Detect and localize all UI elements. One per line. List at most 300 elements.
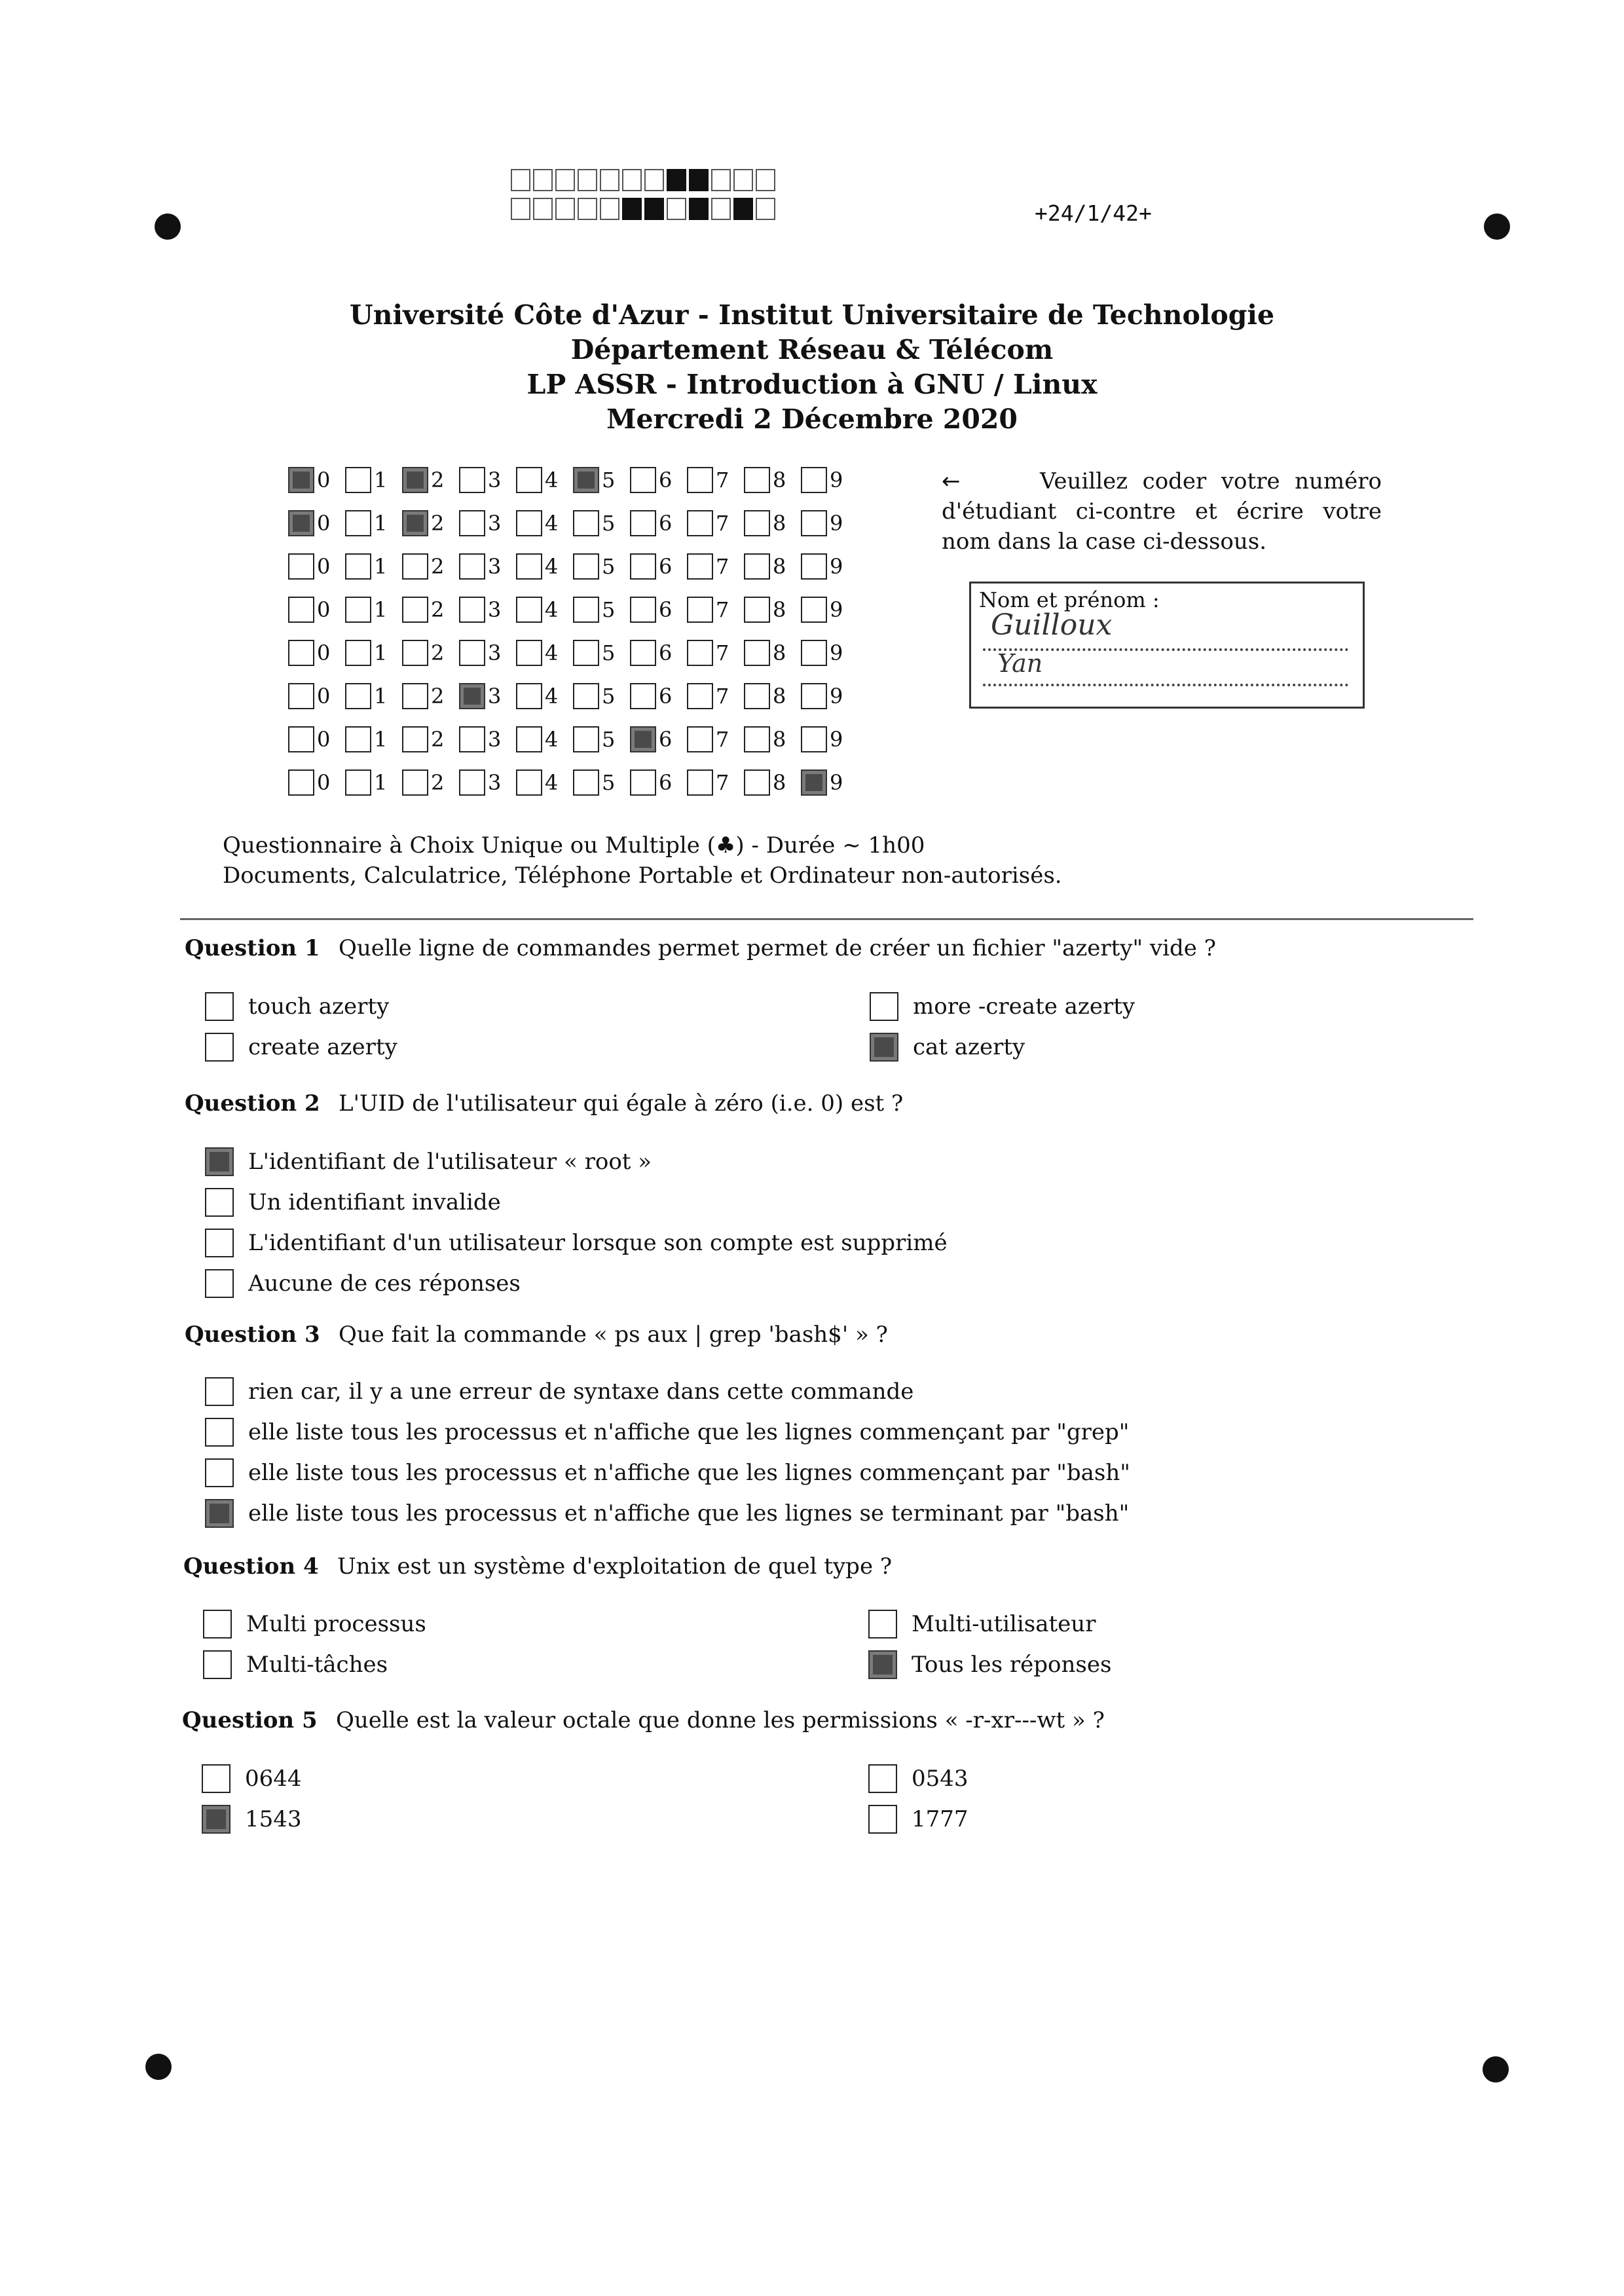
digit-checkbox[interactable]	[630, 683, 656, 709]
option-label: rien car, il y a une erreur de syntaxe dans cette commande	[248, 1379, 914, 1405]
digit-checkbox[interactable]	[573, 726, 599, 752]
digit-checkbox[interactable]	[744, 553, 770, 580]
digit-checkbox[interactable]	[402, 553, 428, 580]
checkbox[interactable]	[868, 1764, 897, 1793]
digit-label: 7	[716, 597, 729, 622]
checkbox[interactable]	[205, 1377, 234, 1406]
digit-label: 9	[830, 770, 843, 795]
digit-checkbox[interactable]	[345, 597, 371, 623]
digit-label: 6	[659, 511, 673, 536]
student-id-row	[288, 458, 858, 502]
digit-label: 7	[716, 468, 729, 492]
student-id-digit[interactable]	[801, 553, 858, 580]
student-id-digit[interactable]	[573, 640, 630, 666]
student-id-digit[interactable]	[459, 726, 516, 752]
checkbox[interactable]	[205, 1418, 234, 1447]
digit-label: 9	[830, 727, 843, 752]
checkbox[interactable]	[202, 1805, 231, 1834]
student-id-digit[interactable]	[630, 597, 687, 623]
student-id-digit[interactable]	[687, 597, 744, 623]
digit-checkbox[interactable]	[402, 597, 428, 623]
student-id-digit[interactable]	[630, 553, 687, 580]
digit-checkbox[interactable]	[573, 683, 599, 709]
question-5	[182, 1707, 1105, 1733]
q3-option-starts-bash[interactable]	[205, 1458, 1130, 1487]
q3-option-ends-bash[interactable]	[205, 1499, 1129, 1528]
digit-checkbox[interactable]	[744, 467, 770, 493]
student-id-digit[interactable]	[345, 553, 402, 580]
barcode-cell	[733, 169, 753, 191]
checkbox[interactable]	[870, 1033, 898, 1062]
student-id-digit[interactable]	[288, 553, 345, 580]
header-date: Mercredi 2 Décembre 2020	[606, 403, 1018, 435]
student-id-digit[interactable]	[687, 683, 744, 709]
digit-label: 1	[374, 597, 388, 622]
digit-label: 1	[374, 684, 388, 709]
barcode-row-2	[511, 198, 778, 220]
digit-checkbox[interactable]	[630, 769, 656, 796]
handwritten-firstname: Yan	[997, 649, 1043, 678]
student-id-digit[interactable]	[459, 553, 516, 580]
digit-checkbox[interactable]	[459, 553, 485, 580]
digit-checkbox[interactable]	[630, 726, 656, 752]
digit-label: 6	[659, 770, 673, 795]
digit-checkbox[interactable]	[345, 683, 371, 709]
digit-checkbox[interactable]	[573, 640, 599, 666]
student-id-digit[interactable]	[687, 640, 744, 666]
digit-checkbox[interactable]	[288, 683, 314, 709]
q4-option-all[interactable]	[868, 1650, 1111, 1679]
barcode-cell	[622, 198, 642, 220]
student-id-digit[interactable]	[345, 769, 402, 796]
digit-label: 5	[602, 511, 616, 536]
digit-checkbox[interactable]	[459, 683, 485, 709]
student-id-digit[interactable]	[402, 726, 459, 752]
student-id-digit[interactable]	[744, 726, 801, 752]
student-id-digit[interactable]	[288, 510, 345, 536]
question-text: Unix est un système d'exploitation de quel type ?	[337, 1553, 893, 1580]
checkbox[interactable]	[205, 1269, 234, 1298]
digit-checkbox[interactable]	[402, 683, 428, 709]
student-id-digit[interactable]	[288, 769, 345, 796]
digit-label: 1	[374, 770, 388, 795]
checkbox[interactable]	[202, 1764, 231, 1793]
checkbox[interactable]	[205, 1188, 234, 1217]
digit-checkbox[interactable]	[687, 597, 713, 623]
digit-checkbox[interactable]	[459, 769, 485, 796]
student-id-digit[interactable]	[345, 597, 402, 623]
digit-checkbox[interactable]	[573, 769, 599, 796]
name-line-2	[983, 682, 1348, 686]
option-label: Un identifiant invalide	[248, 1189, 501, 1215]
question-text: L'UID de l'utilisateur qui égale à zéro (i.e. 0) est ?	[339, 1090, 904, 1117]
digit-label: 3	[488, 554, 502, 579]
student-id-digit[interactable]	[801, 597, 858, 623]
student-id-row	[288, 631, 858, 675]
digit-label: 3	[488, 640, 502, 665]
digit-checkbox[interactable]	[516, 726, 542, 752]
name-field[interactable]	[969, 582, 1365, 709]
student-id-row	[288, 502, 858, 545]
q2-option-none[interactable]	[205, 1269, 521, 1298]
q2-option-invalid[interactable]	[205, 1188, 501, 1217]
digit-checkbox[interactable]	[516, 510, 542, 536]
q4-option-multiprocess[interactable]	[203, 1610, 426, 1639]
student-id-digit[interactable]	[573, 683, 630, 709]
student-id-digit[interactable]	[402, 510, 459, 536]
digit-checkbox[interactable]	[516, 683, 542, 709]
student-id-digit[interactable]	[687, 510, 744, 536]
instructions-line-1: Questionnaire à Choix Unique ou Multiple (♣) - Durée ∼ 1h00	[223, 832, 925, 859]
digit-checkbox[interactable]	[288, 510, 314, 536]
q2-option-deleted[interactable]	[205, 1229, 948, 1257]
digit-checkbox[interactable]	[630, 553, 656, 580]
student-id-digit[interactable]	[630, 683, 687, 709]
digit-checkbox[interactable]	[687, 640, 713, 666]
question-2	[185, 1090, 903, 1117]
student-id-digit[interactable]	[573, 467, 630, 493]
q5-option-0543[interactable]	[868, 1764, 969, 1793]
q3-option-starts-grep[interactable]	[205, 1418, 1129, 1447]
digit-checkbox[interactable]	[288, 640, 314, 666]
q1-option-touch[interactable]	[205, 992, 389, 1021]
digit-label: 9	[830, 640, 843, 665]
digit-checkbox[interactable]	[345, 726, 371, 752]
student-id-digit[interactable]	[345, 510, 402, 536]
digit-label: 9	[830, 511, 843, 536]
student-id-digit[interactable]	[630, 726, 687, 752]
digit-checkbox[interactable]	[687, 726, 713, 752]
question-1	[185, 935, 1216, 961]
checkbox[interactable]	[205, 1499, 234, 1528]
checkbox[interactable]	[868, 1650, 897, 1679]
student-id-digit[interactable]	[744, 640, 801, 666]
student-id-digit[interactable]	[402, 769, 459, 796]
digit-label: 3	[488, 597, 502, 622]
digit-label: 0	[317, 684, 331, 709]
student-id-digit[interactable]	[516, 467, 573, 493]
digit-label: 7	[716, 727, 729, 752]
digit-checkbox[interactable]	[402, 510, 428, 536]
option-label: 0543	[912, 1766, 969, 1792]
digit-checkbox[interactable]	[630, 640, 656, 666]
student-id-digit[interactable]	[516, 683, 573, 709]
q5-option-0644[interactable]	[202, 1764, 302, 1793]
digit-checkbox[interactable]	[459, 510, 485, 536]
student-id-digit[interactable]	[744, 467, 801, 493]
digit-checkbox[interactable]	[516, 553, 542, 580]
student-id-digit[interactable]	[573, 510, 630, 536]
student-id-digit[interactable]	[801, 640, 858, 666]
student-id-digit[interactable]	[288, 640, 345, 666]
digit-checkbox[interactable]	[516, 597, 542, 623]
digit-label: 2	[431, 554, 445, 579]
question-number: Question 5	[182, 1707, 318, 1733]
digit-checkbox[interactable]	[630, 467, 656, 493]
student-id-digit[interactable]	[402, 683, 459, 709]
digit-checkbox[interactable]	[801, 640, 827, 666]
digit-checkbox[interactable]	[630, 597, 656, 623]
checkbox[interactable]	[868, 1610, 897, 1639]
q4-option-multitask[interactable]	[203, 1650, 388, 1679]
digit-label: 6	[659, 727, 673, 752]
checkbox[interactable]	[203, 1610, 232, 1639]
student-id-digit[interactable]	[459, 597, 516, 623]
digit-label: 8	[773, 727, 786, 752]
digit-label: 3	[488, 468, 502, 492]
student-id-digit[interactable]	[801, 510, 858, 536]
digit-checkbox[interactable]	[402, 467, 428, 493]
option-label: touch azerty	[248, 993, 390, 1020]
digit-label: 5	[602, 554, 616, 579]
student-id-digit[interactable]	[459, 467, 516, 493]
digit-checkbox[interactable]	[801, 510, 827, 536]
student-id-digit[interactable]	[516, 640, 573, 666]
student-id-digit[interactable]	[459, 640, 516, 666]
header-university: Université Côte d'Azur - Institut Universitaire de Technologie	[349, 299, 1275, 331]
barcode-cell	[533, 169, 553, 191]
q1-option-cat[interactable]	[870, 1033, 1025, 1062]
digit-checkbox[interactable]	[459, 467, 485, 493]
digit-checkbox[interactable]	[402, 640, 428, 666]
student-id-digit[interactable]	[744, 683, 801, 709]
digit-checkbox[interactable]	[573, 553, 599, 580]
digit-label: 1	[374, 554, 388, 579]
q2-option-root[interactable]	[205, 1147, 652, 1176]
digit-checkbox[interactable]	[288, 726, 314, 752]
corner-mark-top-right	[1484, 213, 1510, 240]
student-id-digit[interactable]	[516, 553, 573, 580]
page-reference: +24/1/42+	[1035, 200, 1152, 226]
digit-checkbox[interactable]	[744, 726, 770, 752]
digit-checkbox[interactable]	[459, 640, 485, 666]
digit-label: 2	[431, 770, 445, 795]
digit-label: 3	[488, 727, 502, 752]
student-id-digit[interactable]	[630, 510, 687, 536]
q5-option-1543[interactable]	[202, 1805, 302, 1834]
digit-checkbox[interactable]	[516, 640, 542, 666]
digit-checkbox[interactable]	[288, 467, 314, 493]
option-label: elle liste tous les processus et n'affiche que les lignes commençant par "bash"	[248, 1460, 1130, 1486]
digit-checkbox[interactable]	[687, 553, 713, 580]
barcode-cell	[756, 169, 775, 191]
student-id-digit[interactable]	[345, 683, 402, 709]
student-id-digit[interactable]	[459, 683, 516, 709]
student-id-digit[interactable]	[345, 640, 402, 666]
barcode-cell	[667, 169, 686, 191]
student-id-digit[interactable]	[345, 726, 402, 752]
q5-option-1777[interactable]	[868, 1805, 969, 1834]
header-department: Département Réseau & Télécom	[570, 334, 1054, 365]
digit-label: 4	[545, 640, 559, 665]
digit-label: 0	[317, 640, 331, 665]
digit-label: 8	[773, 511, 786, 536]
digit-label: 7	[716, 684, 729, 709]
digit-checkbox[interactable]	[573, 510, 599, 536]
student-id-digit[interactable]	[459, 510, 516, 536]
digit-label: 2	[431, 511, 445, 536]
exam-instructions	[223, 830, 1062, 891]
digit-checkbox[interactable]	[288, 769, 314, 796]
student-id-digit[interactable]	[402, 467, 459, 493]
student-id-digit[interactable]	[516, 726, 573, 752]
checkbox[interactable]	[205, 992, 234, 1021]
digit-label: 0	[317, 770, 331, 795]
digit-label: 3	[488, 511, 502, 536]
digit-label: 3	[488, 684, 502, 709]
digit-label: 6	[659, 597, 673, 622]
student-id-digit[interactable]	[402, 597, 459, 623]
digit-label: 6	[659, 468, 673, 492]
name-field-label: Nom et prénom :	[979, 587, 1160, 612]
barcode-row-1	[511, 169, 778, 191]
student-id-digit[interactable]	[687, 467, 744, 493]
digit-label: 0	[317, 597, 331, 622]
digit-checkbox[interactable]	[687, 510, 713, 536]
barcode-cell	[555, 198, 575, 220]
student-id-digit[interactable]	[801, 467, 858, 493]
digit-checkbox[interactable]	[345, 510, 371, 536]
question-number: Question 3	[185, 1322, 320, 1348]
option-label: 1777	[912, 1806, 969, 1832]
student-id-digit[interactable]	[459, 769, 516, 796]
digit-checkbox[interactable]	[801, 553, 827, 580]
digit-checkbox[interactable]	[402, 769, 428, 796]
student-id-digit[interactable]	[687, 769, 744, 796]
exam-header	[0, 298, 1624, 437]
student-id-digit[interactable]	[516, 597, 573, 623]
student-id-digit[interactable]	[402, 640, 459, 666]
digit-checkbox[interactable]	[744, 769, 770, 796]
checkbox[interactable]	[203, 1650, 232, 1679]
barcode-cell	[600, 198, 619, 220]
checkbox[interactable]	[870, 992, 898, 1021]
student-id-digit[interactable]	[516, 510, 573, 536]
checkbox[interactable]	[205, 1229, 234, 1257]
digit-checkbox[interactable]	[288, 553, 314, 580]
digit-label: 6	[659, 640, 673, 665]
digit-checkbox[interactable]	[459, 726, 485, 752]
option-label: L'identifiant d'un utilisateur lorsque son compte est supprimé	[248, 1230, 948, 1256]
digit-checkbox[interactable]	[573, 467, 599, 493]
student-id-digit[interactable]	[345, 467, 402, 493]
q3-option-syntax-error[interactable]	[205, 1377, 913, 1406]
digit-checkbox[interactable]	[801, 597, 827, 623]
q1-option-create[interactable]	[205, 1033, 397, 1062]
barcode-cell	[711, 169, 731, 191]
student-id-digit[interactable]	[630, 769, 687, 796]
corner-mark-top-left	[155, 213, 181, 240]
digit-checkbox[interactable]	[459, 597, 485, 623]
digit-checkbox[interactable]	[744, 510, 770, 536]
checkbox[interactable]	[868, 1805, 897, 1834]
student-id-digit[interactable]	[687, 553, 744, 580]
digit-label: 0	[317, 554, 331, 579]
digit-label: 7	[716, 554, 729, 579]
student-id-digit[interactable]	[573, 597, 630, 623]
student-id-digit[interactable]	[573, 726, 630, 752]
digit-label: 5	[602, 640, 616, 665]
barcode-cell	[578, 198, 597, 220]
digit-checkbox[interactable]	[345, 640, 371, 666]
divider	[180, 918, 1473, 920]
student-id-digit[interactable]	[516, 769, 573, 796]
digit-label: 5	[602, 468, 616, 492]
option-label: create azerty	[248, 1034, 397, 1060]
student-id-digit[interactable]	[288, 683, 345, 709]
student-id-digit[interactable]	[744, 597, 801, 623]
digit-checkbox[interactable]	[345, 467, 371, 493]
checkbox[interactable]	[205, 1033, 234, 1062]
digit-checkbox[interactable]	[516, 769, 542, 796]
digit-checkbox[interactable]	[744, 640, 770, 666]
digit-label: 4	[545, 684, 559, 709]
student-id-digit[interactable]	[402, 553, 459, 580]
student-id-digit[interactable]	[288, 597, 345, 623]
barcode-cell	[533, 198, 553, 220]
digit-checkbox[interactable]	[687, 467, 713, 493]
option-label: cat azerty	[913, 1034, 1025, 1060]
student-id-digit[interactable]	[801, 726, 858, 752]
digit-checkbox[interactable]	[630, 510, 656, 536]
barcode-cell	[578, 169, 597, 191]
digit-label: 4	[545, 511, 559, 536]
student-id-digit[interactable]	[744, 553, 801, 580]
student-id-digit[interactable]	[288, 726, 345, 752]
student-id-digit[interactable]	[744, 769, 801, 796]
digit-checkbox[interactable]	[573, 597, 599, 623]
corner-mark-bottom-right	[1483, 2056, 1509, 2083]
digit-checkbox[interactable]	[345, 769, 371, 796]
digit-label: 1	[374, 727, 388, 752]
option-label: Multi-utilisateur	[912, 1611, 1096, 1637]
student-id-digit[interactable]	[687, 726, 744, 752]
barcode-cell	[555, 169, 575, 191]
student-id-digit[interactable]	[573, 553, 630, 580]
digit-label: 4	[545, 554, 559, 579]
barcode-cell	[644, 169, 664, 191]
digit-checkbox[interactable]	[744, 683, 770, 709]
q1-option-more[interactable]	[870, 992, 1135, 1021]
digit-label: 6	[659, 554, 673, 579]
digit-checkbox[interactable]	[402, 726, 428, 752]
digit-checkbox[interactable]	[801, 726, 827, 752]
digit-label: 9	[830, 554, 843, 579]
digit-checkbox[interactable]	[345, 553, 371, 580]
student-id-row	[288, 761, 858, 804]
student-id-digit[interactable]	[630, 640, 687, 666]
digit-checkbox[interactable]	[687, 683, 713, 709]
digit-checkbox[interactable]	[744, 597, 770, 623]
student-id-digit[interactable]	[288, 467, 345, 493]
digit-checkbox[interactable]	[687, 769, 713, 796]
q4-option-multiuser[interactable]	[868, 1610, 1096, 1639]
digit-label: 8	[773, 770, 786, 795]
student-id-digit[interactable]	[744, 510, 801, 536]
digit-checkbox[interactable]	[801, 683, 827, 709]
student-id-digit[interactable]	[801, 769, 858, 796]
student-id-digit[interactable]	[801, 683, 858, 709]
checkbox[interactable]	[205, 1458, 234, 1487]
student-id-digit[interactable]	[573, 769, 630, 796]
barcode-cell	[689, 198, 709, 220]
digit-checkbox[interactable]	[801, 467, 827, 493]
student-id-digit[interactable]	[630, 467, 687, 493]
digit-checkbox[interactable]	[801, 769, 827, 796]
digit-checkbox[interactable]	[288, 597, 314, 623]
digit-checkbox[interactable]	[516, 467, 542, 493]
checkbox[interactable]	[205, 1147, 234, 1176]
